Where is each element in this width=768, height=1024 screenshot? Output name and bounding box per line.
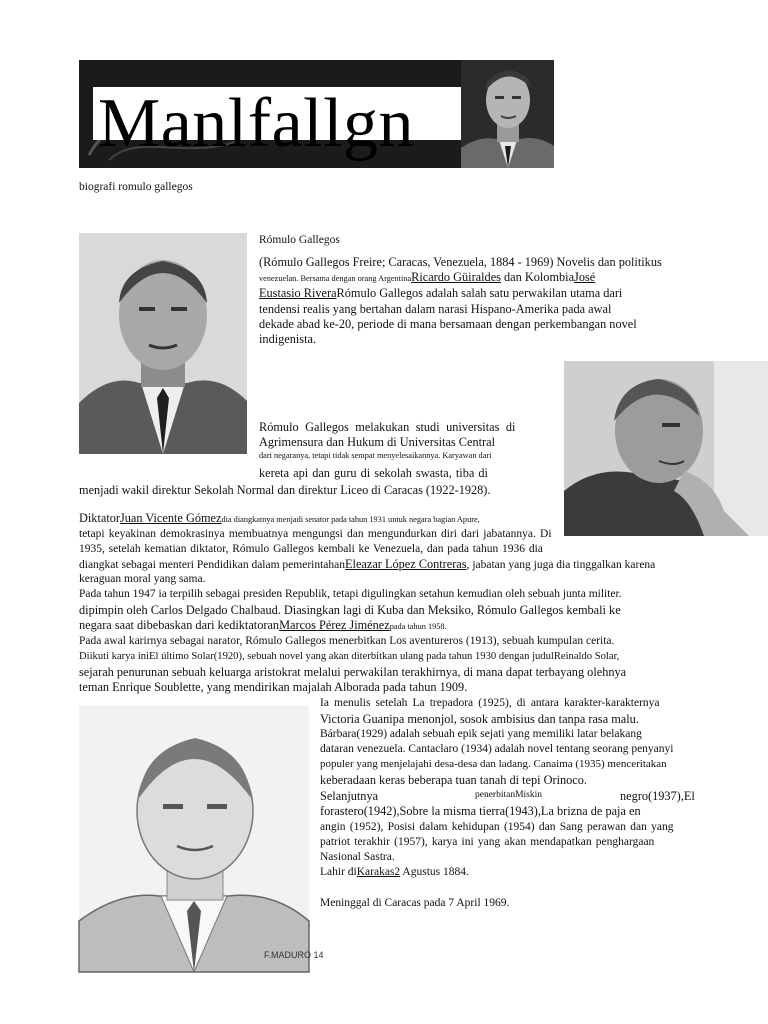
- p2-line-5: menjadi wakil direktur Sekolah Normal dan direktur Liceo di Caracas (1922-1928).: [79, 483, 491, 497]
- p6-line-2: Victoria Guanipa menonjol, sosok ambisius dan tanpa rasa malu.: [320, 712, 639, 726]
- link-marcos-perez-jimenez[interactable]: Marcos Pérez Jiménez: [279, 618, 390, 632]
- p1-line-6: indigenista.: [259, 332, 317, 346]
- p2-line-2: Agrimensura dan Hukum di Universitas Central: [259, 435, 495, 449]
- p6-line-12: [320, 865, 469, 880]
- p3-line-4-text-b: , jabatan yang juga dia tinggalkan karena: [466, 559, 656, 571]
- p6-line-7-text-b: penerbitanMiskin: [475, 790, 543, 800]
- portrait-photo-2: [564, 361, 768, 536]
- link-karakas[interactable]: Karakas2: [356, 866, 401, 878]
- p1-line-2-text-a: venezuelan. Bersama dengan orang Argentina: [259, 274, 412, 283]
- p3-line-4: [79, 557, 655, 573]
- link-eustasio-rivera[interactable]: Eustasio Rivera: [259, 286, 337, 300]
- p1-line-1: (Rómulo Gallegos Freire; Caracas, Venezuela, 1884 - 1969) Novelis dan politikus: [259, 255, 662, 269]
- p6-line-11: Nasional Sastra.: [320, 851, 395, 863]
- p5-line-1: Pada awal karirnya sebagai narator, Rómulo Gallegos menerbitkan Los aventureros (1913), sebuah kumpulan cerita.: [79, 635, 615, 647]
- p6-line-7-text-c: negro(1937),El: [620, 789, 695, 803]
- drawing-signature: F.MADURO 14: [264, 950, 324, 960]
- link-ricardo-guiraldes[interactable]: Ricardo Güiraldes: [411, 270, 501, 284]
- p1-line-2-text-b: dan Kolombia: [500, 270, 575, 284]
- document-title: biografi romulo gallegos: [79, 181, 193, 193]
- p4-line-2: dipimpin oleh Carlos Delgado Chalbaud. Diasingkan lagi di Kuba dan Meksiko, Rómulo Gallegos kembali ke: [79, 603, 621, 617]
- p3-line-1-text-b: dia diangkatnya menjadi senator pada tahun 1931 untuk negara bagian Apure,: [221, 515, 480, 524]
- portrait-drawing: [79, 706, 324, 972]
- p6-line-9: angin (1952), Posisi dalam kehidupan (1954) dan Sang perawan dan yang: [320, 821, 674, 833]
- p6-line-3: Bárbara(1929) adalah sebuah epik sejati yang memiliki latar belakang: [320, 728, 642, 740]
- p6-line-4: dataran venezuela. Cantaclaro (1934) adalah novel tentang seorang penyanyi: [320, 743, 674, 755]
- p3-line-1: [79, 511, 480, 527]
- header-banner: [79, 60, 554, 168]
- p1-line-5: dekade abad ke-20, periode di mana bersamaan dengan perkembangan novel: [259, 317, 637, 331]
- p4-line-3-text-a: negara saat dibebaskan dari kediktatoran: [79, 618, 280, 632]
- p5-line-2: Diikuti karya iniEl último Solar(1920), sebuah novel yang akan diterbitkan ulang pada tahun 1930 dengan judulReinaldo Solar,: [79, 651, 620, 662]
- p5-line-4: teman Enrique Soublette, yang mendirikan majalah Alborada pada tahun 1909.: [79, 680, 468, 694]
- p1-line-2: [259, 270, 595, 286]
- p3-line-1-text-a: Diktator: [79, 511, 120, 525]
- p5-line-3: sejarah penurunan sebuah keluarga aristokrat melalui perwakilan terakhirnya, di mana dapat terbayang olehnya: [79, 665, 627, 679]
- p4-line-3: [79, 618, 447, 634]
- banner-portrait-photo: [461, 60, 554, 168]
- link-juan-vicente-gomez[interactable]: Juan Vicente Gómez: [119, 511, 222, 525]
- p6-line-7: [320, 789, 378, 804]
- p1-line-4: tendensi realis yang bertahan dalam narasi Hispano-Amerika pada awal: [259, 302, 612, 316]
- p1-line-3: [259, 286, 622, 301]
- p2-line-1-text: Rómulo Gallegos melakukan studi universitas di: [259, 420, 516, 434]
- p3-line-5: keraguan moral yang sama.: [79, 573, 206, 585]
- link-eleazar-lopez-contreras[interactable]: Eleazar López Contreras: [345, 557, 467, 571]
- p6-line-6: keberadaan keras beberapa tuan tanah di tepi Orinoco.: [320, 773, 587, 787]
- link-jose[interactable]: José: [574, 270, 596, 284]
- section-heading: Rómulo Gallegos: [259, 234, 340, 246]
- p3-line-4-text-a: diangkat sebagai menteri Pendidikan dalam pemerintahan: [79, 559, 346, 571]
- p4-line-3-text-b: pada tahun 1958.: [389, 622, 447, 631]
- p6-line-12-text-b: Agustus 1884.: [400, 866, 469, 878]
- p6-line-8: forastero(1942),Sobre la misma tierra(1943),La brizna de paja en: [320, 804, 641, 818]
- banner-title: Manlfallgn: [98, 85, 415, 162]
- portrait-photo-1: [79, 233, 247, 454]
- p4-line-1: Pada tahun 1947 ia terpilih sebagai presiden Republik, tetapi digulingkan setahun kemudian oleh sebuah junta militer.: [79, 588, 622, 600]
- p6-line-13: Meninggal di Caracas pada 7 April 1969.: [320, 897, 510, 909]
- p2-line-1: [259, 420, 552, 435]
- p3-line-3: 1935, setelah kematian diktator, Rómulo Gallegos kembali ke Venezuela, dan pada tahun 1936 dia: [79, 543, 543, 555]
- p2-line-3: dari negaranya, tetapi tidak sempat menyelesaikannya. Karyawan dari: [259, 451, 492, 460]
- p6-line-5: populer yang menjelajahi desa-desa dan ladang. Canaima (1935) menceritakan: [320, 758, 667, 770]
- p6-line-7-text-a: Selanjutnya: [320, 789, 379, 803]
- p6-line-10: patriot terakhir (1957), karya ini yang akan mendapatkan penghargaan: [320, 836, 655, 848]
- p6-line-12-text-a: Lahir di: [320, 866, 357, 878]
- p1-line-3-text: Rómulo Gallegos adalah salah satu perwakilan utama dari: [336, 286, 623, 300]
- p6-line-1: Ia menulis setelah La trepadora (1925), di antara karakter-karakternya: [320, 697, 660, 709]
- p3-line-2: tetapi keyakinan demokrasinya membuatnya mengungsi dan mengundurkan diri dari jabatannya. Di: [79, 528, 552, 540]
- p2-line-4: kereta api dan guru di sekolah swasta, tiba di: [259, 466, 488, 480]
